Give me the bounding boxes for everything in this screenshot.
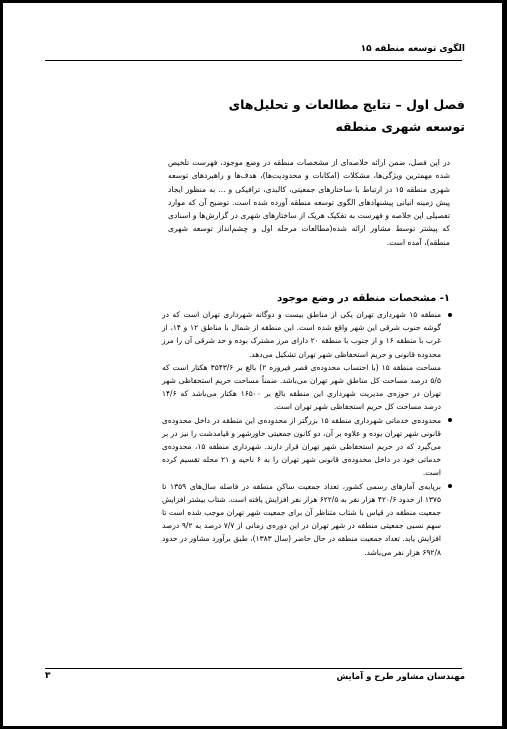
bullet-paragraph: مساحت منطقه ۱۵ (با احتساب محدوده‌ی قصر فیروزه ۲) بالغ بر ۳۵۴۳/۶ هکتار است که ۵/۵ درصد مساحت کل مناطق شهر تهران می‌باشد. ضمناً مساحت حریم استحفاظی شهر تهران در حوزه‌ی مدیریت شهرداری این منطقه بالغ بر ۱۶۵۰۰ هکتار می‌باشد که ۱۴/۶ درصد مساحت کل حریم استحفاظی شهر تهران است. xyxy=(162,362,442,412)
header-divider xyxy=(45,60,462,61)
bullet-paragraph: منطقه ۱۵ شهرداری تهران یکی از مناطق بیست و دوگانه شهرداری تهران است که در گوشه جنوب شرقی این شهر واقع شده است. این منطقه از شمال با مناطق ۱۲ و ۱۴، از غرب با منطقه ۱۶ و از جنوب با منطقه ۲۰ دارای مرز مشترک بوده و حد شرقی آن را مرز محدوده قانونی و حریم استحفاظی شهر تهران تشکیل می‌دهد. xyxy=(162,310,441,359)
intro-paragraph: در این فصل، ضمن ارائه خلاصه‌ای از مشخصات منطقه در وضع موجود، فهرست تلخیص شده مهمترین ویژگی‌ها، مشکلات (امکانات و محدودیت‌ها)، هدف‌ها و راهبردهای توسعه شهری منطقه ۱۵ در ارتباط با ساختارهای جمعیتی، کالبدی، ترافیکی و ... به منظور ایجاد پیش زمینه اتیانی پیشنهادهای الگوی توسعه منطقه آورده شده است. توضیح آن که موارد تفصیلی این خلاصه و فهرست به تفکیک هریک از ساختارهای شهری در گزارش‌ها و اسنادی که پیشتر توسط مشاور ارائه شده(مطالعات مرحله اول و چشم‌انداز توسعه شهری منطقه)، آمده است. xyxy=(168,158,450,247)
bullet-item xyxy=(162,414,452,480)
page-border-right xyxy=(502,0,507,729)
footer-company-name: مهندسان مشاور طرح و آمایش xyxy=(336,672,465,682)
bullet-item xyxy=(162,308,452,414)
bullet-paragraph: برپایه‌ی آمارهای رسمی کشور، تعداد جمعیت ساکن منطقه در فاصله سال‌های ۱۳۵۹ تا ۱۳۷۵ از حدود ۴۲۰/۶ هزار نفر به ۶۲۲/۵ هزار نفر افزایش یافته است. شتاب بیشتر افزایش جمعیت منطقه در قیاس با شتاب متناظر آن برای جمعیت شهر تهران موجب شده است تا سهم نسبی جمعیتی منطقه در شهر تهران در این دوره‌ی زمانی از ۷/۷ درصد به ۹/۲ درصد افزایش یابد. تعداد جمعیت منطقه در حال حاضر (سال ۱۳۸۳)، طبق برآورد مشاور در حدود ۶۹۲/۸ هزار نفر می‌باشد. xyxy=(162,481,442,557)
footer-divider xyxy=(45,668,462,669)
bullet-list xyxy=(162,308,452,559)
page-number: ۳ xyxy=(45,671,51,681)
section-heading: ۱- مشخصات منطقه در وضع موجود xyxy=(277,293,450,304)
bullet-item xyxy=(162,480,452,559)
page-border-top xyxy=(0,0,507,3)
page-border-left xyxy=(0,0,3,729)
bullet-paragraph: محدوده‌ی خدماتی شهرداری منطقه ۱۵ بزرگتر از محدوده‌ی این منطقه در داخل محدوده‌ی قانونی شهر تهران بوده و علاوه بر آن، دو کانون جمعیتی خاورشهر و قیامدشت را نیز در بر می‌گیرد که در حریم استحفاظی شهر تهران قرار دارند. شهرداری منطقه ۱۵، محدوده‌ی خدماتی خود در داخل محدوده‌ی قانونی شهر تهران را به ۶ ناحیه و ۲۱ محله تقسیم کرده است. xyxy=(162,415,441,478)
running-header: الگوی توسعه منطقه ۱۵ xyxy=(360,44,465,54)
bullet-icon xyxy=(448,484,452,488)
chapter-title: فصل اول – نتایج مطالعات و تحلیل‌های توسعه شهری منطقه xyxy=(228,97,465,134)
bullet-icon xyxy=(448,313,452,317)
bullet-icon xyxy=(448,418,452,422)
